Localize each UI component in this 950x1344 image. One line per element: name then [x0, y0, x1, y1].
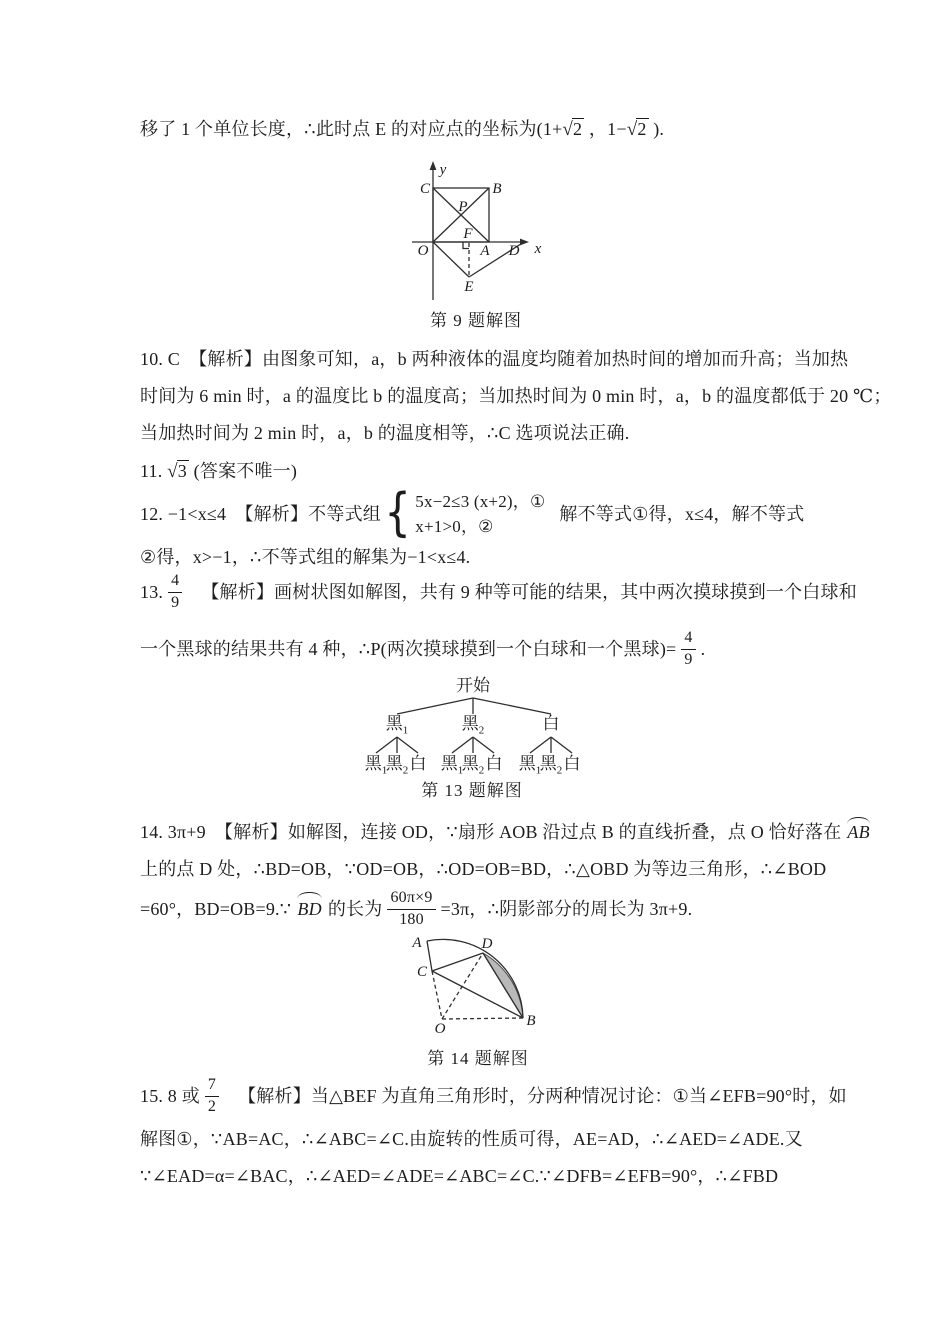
answer-13-number: 13. [140, 582, 164, 602]
label-D: D [481, 936, 493, 952]
tree-branch [473, 698, 551, 714]
answer-14-line-1 [140, 820, 876, 844]
segment-CD [432, 953, 483, 971]
answer-14-text-4: 的长为 [327, 899, 383, 919]
node-sub: 2 [478, 724, 485, 737]
node-sub: 1 [535, 764, 542, 777]
label-B: B [492, 181, 502, 197]
fraction-4-9 [681, 629, 695, 669]
answer-13-period: . [700, 639, 706, 659]
answer-13-line-2 [140, 626, 705, 672]
node-char: 黑 [461, 754, 479, 773]
y-axis-arrow [430, 161, 437, 170]
answer-15-number: 15. 8 或 [140, 1086, 200, 1106]
label-C: C [419, 181, 431, 197]
dashed-CO [432, 971, 442, 1019]
radicand-2b: 2 [637, 119, 647, 139]
fraction-7-2 [205, 1076, 219, 1116]
tree-node-black1 [386, 714, 409, 740]
label-A: A [480, 243, 490, 259]
node-char: 白 [485, 754, 503, 773]
figure-14-diagram [400, 928, 560, 1042]
dashed-OD [442, 953, 483, 1019]
answer-12-line-2: ②得，x>−1，∴不等式组的解集为−1<x≤4. [140, 547, 471, 567]
answer-10-line-1: 10. C 【解析】由图象可知，a，b 两种液体的温度均随着加热时间的增加而升高；当加热 [140, 349, 849, 369]
fraction-denominator: 9 [171, 593, 180, 611]
inequality-1: 5x−2≤3 (x+2)，① [415, 492, 546, 511]
node-sub: 2 [478, 764, 485, 777]
answer-10-line-3: 当加热时间为 2 min 时，a，b 的温度相等，∴C 选项说法正确. [140, 423, 630, 443]
label-P: P [458, 199, 468, 215]
tree-root-label: 开始 [456, 676, 490, 695]
tree-leaf-white [564, 754, 581, 774]
fraction-numerator: 4 [681, 629, 695, 649]
answer-14-text-3: =60°，BD=OB=9.∵ [140, 899, 292, 919]
node-char: 黑 [385, 754, 403, 773]
node-char: 黑 [518, 754, 536, 773]
label-B: B [526, 1013, 536, 1029]
tree-branch [397, 698, 473, 714]
tree-leaf-white [486, 754, 503, 774]
fraction-denominator: 180 [399, 910, 424, 928]
fraction-arc-length [387, 889, 435, 929]
tree-leaf-white [410, 754, 427, 774]
fraction-denominator: 9 [684, 650, 693, 668]
answer-15-text-1: 【解析】当△BEF 为直角三角形时，分两种情况讨论：①当∠EFB=90°时，如 [238, 1086, 847, 1106]
node-char: 黑 [364, 754, 382, 773]
intro-text-3: ). [648, 119, 665, 139]
answer-11-line [140, 459, 297, 484]
arc-AB: AB [847, 822, 870, 842]
figure-9-caption: 第 9 题解图 [430, 311, 522, 330]
node-sub: 1 [402, 724, 409, 737]
figure-14-caption: 第 14 题解图 [427, 1049, 529, 1068]
node-char: 白 [542, 714, 560, 733]
figure-13-caption: 第 13 题解图 [421, 781, 523, 800]
intro-text-1: 移了 1 个单位长度，∴此时点 E 的对应点的坐标为(1+ [140, 119, 563, 139]
answer-15-line-3: ∵∠EAD=α=∠BAC，∴∠AED=∠ADE=∠ABC=∠C.∵∠DFB=∠EFB=90°，∴∠FBD [140, 1166, 779, 1186]
answer-11-note: (答案不唯一) [188, 461, 298, 481]
inequality-2: x+1>0，② [415, 517, 494, 536]
right-angle-mark [463, 242, 469, 249]
segment-AC [427, 941, 432, 971]
label-E: E [464, 279, 474, 295]
label-F: F [463, 226, 473, 242]
answer-13-text-1: 【解析】画树状图如解图，共有 9 种等可能的结果，其中两次摸球摸到一个白球和 [201, 582, 857, 602]
figure-13 [340, 674, 620, 778]
node-char: 白 [563, 754, 581, 773]
figure-9-diagram [370, 158, 580, 308]
tree-node-white [543, 714, 560, 734]
node-sub: 1 [457, 764, 464, 777]
answer-14-text-5: =3π，∴阴影部分的周长为 3π+9. [440, 899, 693, 919]
inequality-system [415, 489, 545, 539]
node-sub: 2 [402, 764, 409, 777]
fraction-numerator: 7 [205, 1076, 219, 1096]
node-sub: 1 [381, 764, 388, 777]
node-char: 黑 [440, 754, 458, 773]
sqrt-sign: √ [167, 461, 178, 482]
answer-11-number: 11. [140, 461, 168, 481]
answer-10-line-2: 时间为 6 min 时，a 的温度比 b 的温度高；当加热时间为 0 min 时，a，b 的温度都低于 20 ℃； [140, 386, 892, 406]
tree-branch [530, 737, 551, 753]
answer-14-line-2: 上的点 D 处，∴BD=OB，∵OD=OB，∴OD=OB=BD，∴△OBD 为等边三角形，∴∠BOD [140, 859, 827, 879]
label-y: y [439, 162, 447, 178]
intro-line [140, 117, 664, 142]
radicand-3: 3 [177, 461, 187, 481]
answer-12-text-1: 12. −1<x≤4 【解析】不等式组 [140, 504, 381, 524]
answer-12-line-1 [140, 483, 805, 543]
figure-14 [400, 928, 560, 1042]
fraction-4-9 [168, 572, 182, 612]
figure-9 [370, 158, 580, 308]
dashed-OB [442, 1018, 523, 1019]
sqrt-sign: √ [562, 119, 574, 140]
answer-15-line-1 [140, 1072, 847, 1120]
tree-node-black2 [462, 714, 485, 740]
label-D: D [508, 243, 520, 259]
answer-14-text-1: 14. 3π+9 【解析】如解图，连接 OD，∵扇形 AOB 沿过点 B 的直线折叠，点 O 恰好落在 [140, 822, 842, 842]
label-x: x [534, 241, 542, 257]
answer-13-text-2: 一个黑球的结果共有 4 种，∴P(两次摸球摸到一个白球和一个黑球)= [140, 639, 677, 659]
label-O: O [434, 1021, 446, 1037]
fraction-numerator: 4 [168, 572, 182, 592]
node-char: 黑 [385, 714, 403, 733]
answer-12-text-2: 解不等式①得，x≤4，解不等式 [559, 504, 805, 524]
system-brace: { [384, 483, 411, 543]
answer-13-line-1 [140, 568, 857, 616]
node-sub: 2 [556, 764, 563, 777]
node-char: 白 [409, 754, 427, 773]
node-char: 黑 [461, 714, 479, 733]
radicand-2: 2 [573, 119, 583, 139]
label-O: O [417, 243, 429, 259]
intro-text-2: ，1− [584, 119, 627, 139]
fraction-denominator: 2 [207, 1097, 217, 1115]
answer-14-line-3 [140, 886, 692, 932]
node-char: 黑 [539, 754, 557, 773]
label-C: C [416, 964, 428, 980]
tree-branch [551, 737, 572, 753]
answer-15-line-2: 解图①，∵AB=AC，∴∠ABC=∠C.由旋转的性质可得，AE=AD，∴∠AED=∠ADE.又 [140, 1129, 803, 1149]
arc-BD: BD [297, 899, 322, 919]
fraction-numerator: 60π×9 [387, 889, 435, 909]
sqrt-sign: √ [626, 119, 638, 140]
label-A: A [412, 935, 422, 951]
